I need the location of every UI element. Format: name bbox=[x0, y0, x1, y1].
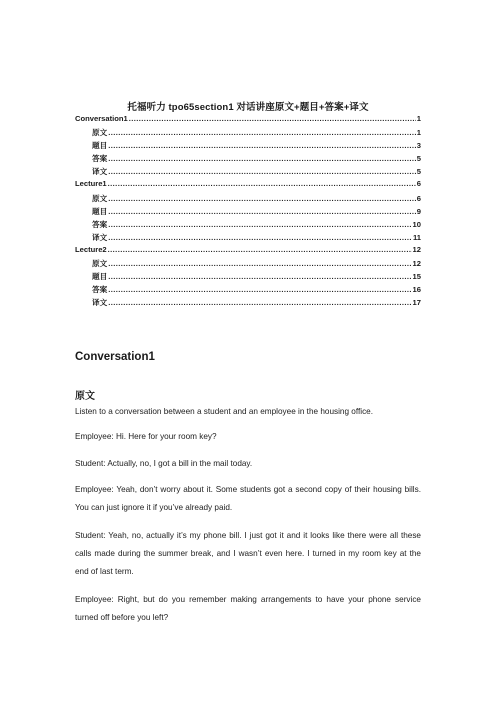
toc-entry-page: 12 bbox=[412, 259, 421, 269]
toc-leader-dots bbox=[108, 298, 411, 307]
toc-leader-dots bbox=[108, 167, 416, 176]
transcript-paragraph: Employee: Yeah, don’t worry about it. Some students got a second copy of their housing bills. You can just ignore it if you’ve already paid. bbox=[75, 485, 421, 512]
toc-leader-dots bbox=[108, 245, 412, 254]
toc-entry[interactable] bbox=[75, 153, 421, 166]
toc-leader-dots bbox=[108, 285, 411, 294]
toc-leader-dots bbox=[108, 220, 411, 229]
toc-entry-label: 原文 bbox=[92, 193, 108, 203]
toc-entry-label: 答案 bbox=[92, 154, 108, 164]
toc-entry-page: 11 bbox=[412, 232, 421, 242]
toc-entry-label: 答案 bbox=[92, 219, 108, 229]
transcript-paragraph: Employee: Hi. Here for your room key? bbox=[75, 432, 217, 441]
toc-entry[interactable] bbox=[75, 258, 421, 271]
toc-entry[interactable] bbox=[75, 166, 421, 179]
toc-entry-page: 10 bbox=[412, 219, 421, 229]
toc-entry-label: 译文 bbox=[92, 298, 108, 308]
table-of-contents bbox=[75, 114, 421, 310]
toc-leader-dots bbox=[108, 128, 416, 137]
toc-entry-page: 1 bbox=[416, 114, 421, 123]
toc-entry-page: 9 bbox=[416, 206, 421, 216]
toc-entry[interactable] bbox=[75, 179, 421, 192]
toc-entry-page: 15 bbox=[412, 272, 421, 282]
section-heading: Conversation1 bbox=[75, 351, 155, 363]
toc-entry[interactable] bbox=[75, 232, 421, 245]
toc-entry-page: 3 bbox=[416, 141, 421, 151]
toc-entry[interactable] bbox=[75, 206, 421, 219]
toc-entry-page: 5 bbox=[416, 154, 421, 164]
toc-entry[interactable] bbox=[75, 114, 421, 127]
toc-entry-label: 译文 bbox=[92, 167, 108, 177]
toc-entry-label: 原文 bbox=[92, 259, 108, 269]
toc-entry-page: 12 bbox=[412, 244, 421, 254]
document-title: 托福听力 tpo65section1 对话讲座原文+题目+答案+译文 bbox=[127, 102, 369, 113]
toc-entry-label: 译文 bbox=[92, 232, 108, 242]
toc-entry-page: 6 bbox=[416, 179, 421, 189]
toc-leader-dots bbox=[129, 114, 416, 123]
toc-entry-page: 16 bbox=[412, 285, 421, 295]
toc-leader-dots bbox=[108, 259, 411, 268]
toc-entry-label: 答案 bbox=[92, 285, 108, 295]
transcript-paragraph: Employee: Right, but do you remember making arrangements to have your phone service turned off before you left? bbox=[75, 595, 421, 622]
toc-entry-label: Lecture1 bbox=[75, 179, 107, 189]
toc-entry-page: 5 bbox=[416, 167, 421, 177]
transcript-paragraph: Listen to a conversation between a student and an employee in the housing office. bbox=[75, 407, 373, 416]
section-subheading: 原文 bbox=[75, 391, 95, 402]
toc-leader-dots bbox=[108, 154, 416, 163]
toc-entry[interactable] bbox=[75, 219, 421, 232]
toc-entry-label: 题目 bbox=[92, 206, 108, 216]
toc-leader-dots bbox=[108, 207, 416, 216]
toc-leader-dots bbox=[108, 179, 416, 188]
toc-leader-dots bbox=[108, 233, 412, 242]
toc-entry-page: 6 bbox=[416, 193, 421, 203]
toc-entry[interactable] bbox=[75, 245, 421, 258]
transcript-paragraph: Student: Actually, no, I got a bill in the mail today. bbox=[75, 459, 253, 468]
toc-entry-page: 17 bbox=[412, 298, 421, 308]
toc-entry-label: 题目 bbox=[92, 272, 108, 282]
toc-entry-label: 原文 bbox=[92, 128, 108, 138]
toc-entry-label: Lecture2 bbox=[75, 244, 107, 254]
toc-leader-dots bbox=[108, 141, 416, 150]
toc-entry-label: 题目 bbox=[92, 141, 108, 151]
toc-entry[interactable] bbox=[75, 127, 421, 140]
toc-leader-dots bbox=[108, 194, 416, 203]
toc-leader-dots bbox=[108, 272, 411, 281]
toc-entry[interactable] bbox=[75, 193, 421, 206]
transcript-paragraph: Student: Yeah, no, actually it’s my phone bill. I just got it and it looks like there were all these calls made during the summer break, and I wasn’t even here. I turned in my room key at the end of last term. bbox=[75, 531, 421, 576]
toc-entry[interactable] bbox=[75, 271, 421, 284]
toc-entry[interactable] bbox=[75, 140, 421, 153]
toc-entry-label: Conversation1 bbox=[75, 114, 128, 123]
toc-entry[interactable] bbox=[75, 297, 421, 310]
toc-entry[interactable] bbox=[75, 284, 421, 297]
toc-entry-page: 1 bbox=[416, 128, 421, 138]
